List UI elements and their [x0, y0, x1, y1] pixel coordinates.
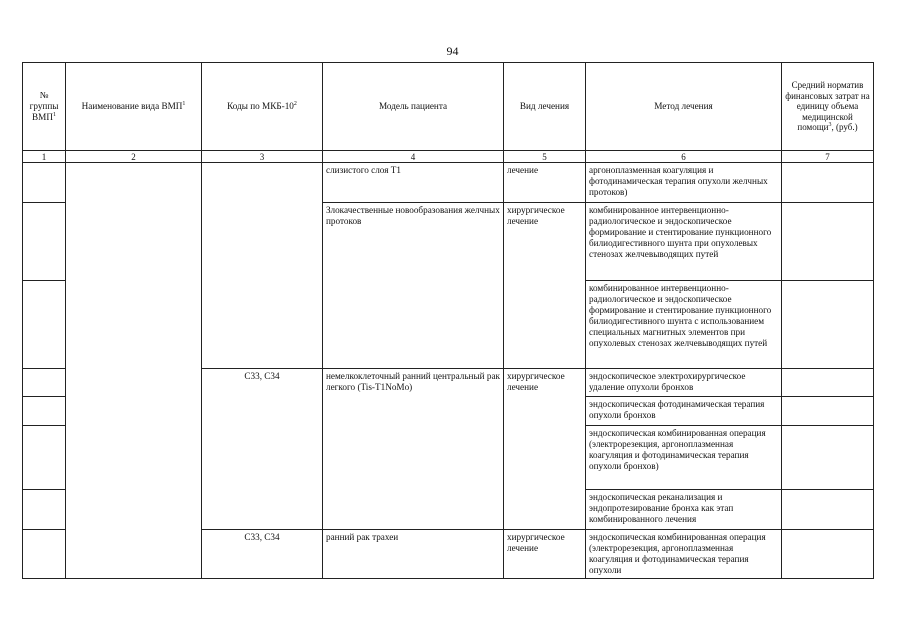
- cost-cell: [782, 281, 874, 369]
- treatment-type-cell: хирургическое лечение: [504, 369, 586, 530]
- treatment-method-cell: комбинированное интервенционно-радиологическое и эндоскопическое формирование и стентирование пункционного билиодигестивного шунта при опухолевых стенозах желчевыводящих путей: [586, 203, 782, 281]
- vmp-table: [22, 62, 874, 579]
- group-number-cell: [23, 490, 66, 530]
- patient-model-cell: слизистого слоя Т1: [323, 163, 504, 203]
- column-number-row: [23, 151, 874, 163]
- header-average-cost: Средний норматив финансовых затрат на единицу объема медицинской помощи$^3$, (руб.): [782, 63, 874, 151]
- cost-cell: [782, 426, 874, 490]
- page-number: 94: [446, 44, 459, 58]
- column-number: 3: [202, 151, 323, 163]
- treatment-type-cell: хирургическое лечение: [504, 203, 586, 369]
- treatment-method-cell: эндоскопическая комбинированная операция (электрорезекция, аргоноплазменная коагуляция и фотодинамическая терапия опухоли бронхов): [586, 426, 782, 490]
- treatment-type-cell: хирургическое лечение: [504, 530, 586, 579]
- patient-model-cell: немелкоклеточный ранний центральный рак легкого (Tis-T1NoMo): [323, 369, 504, 530]
- header-group-number: № группы ВМП$^1$: [23, 63, 66, 151]
- icd-codes-cell: С33, С34: [202, 530, 323, 579]
- header-vmp-name: Наименование вида ВМП$^1$: [66, 63, 202, 151]
- header-icd-codes: Коды по МКБ-$10^2$: [202, 63, 323, 151]
- treatment-method-cell: эндоскопическое электрохирургическое удаление опухоли бронхов: [586, 369, 782, 397]
- column-number: 5: [504, 151, 586, 163]
- cost-cell: [782, 490, 874, 530]
- column-number: 7: [782, 151, 874, 163]
- cost-cell: [782, 397, 874, 426]
- icd-codes-cell: [202, 163, 323, 369]
- group-number-cell: [23, 369, 66, 397]
- group-number-cell: [23, 281, 66, 369]
- column-number: 6: [586, 151, 782, 163]
- group-number-cell: [23, 397, 66, 426]
- cost-cell: [782, 203, 874, 281]
- group-number-cell: [23, 530, 66, 579]
- vmp-name-cell: [66, 163, 202, 579]
- treatment-type-cell: лечение: [504, 163, 586, 203]
- column-number: 1: [23, 151, 66, 163]
- group-number-cell: [23, 203, 66, 281]
- header-patient-model: Модель пациента: [323, 63, 504, 151]
- header-treatment-method: Метод лечения: [586, 63, 782, 151]
- table-row: [23, 163, 874, 203]
- cost-cell: [782, 163, 874, 203]
- treatment-method-cell: эндоскопическая реканализация и эндопротезирование бронха как этап комбинированного лечения: [586, 490, 782, 530]
- column-number: 4: [323, 151, 504, 163]
- patient-model-cell: ранний рак трахеи: [323, 530, 504, 579]
- treatment-method-cell: комбинированное интервенционно-радиологическое и эндоскопическое формирование и стентирование пункционного билиодигестивного шунта с использованием специальных магнитных элементов при опухолевых стенозах желчевыводящих путей: [586, 281, 782, 369]
- treatment-method-cell: эндоскопическая комбинированная операция (электрорезекция, аргоноплазменная коагуляция и фотодинамическая терапия опухоли: [586, 530, 782, 579]
- cost-cell: [782, 530, 874, 579]
- icd-codes-cell: С33, С34: [202, 369, 323, 530]
- treatment-method-cell: аргоноплазменная коагуляция и фотодинамическая терапия опухоли желчных протоков): [586, 163, 782, 203]
- patient-model-cell: Злокачественные новообразования желчных протоков: [323, 203, 504, 369]
- group-number-cell: [23, 426, 66, 490]
- group-number-cell: [23, 163, 66, 203]
- cost-cell: [782, 369, 874, 397]
- column-number: 2: [66, 151, 202, 163]
- treatment-method-cell: эндоскопическая фотодинамическая терапия опухоли бронхов: [586, 397, 782, 426]
- header-row: [23, 63, 874, 151]
- header-treatment-type: Вид лечения: [504, 63, 586, 151]
